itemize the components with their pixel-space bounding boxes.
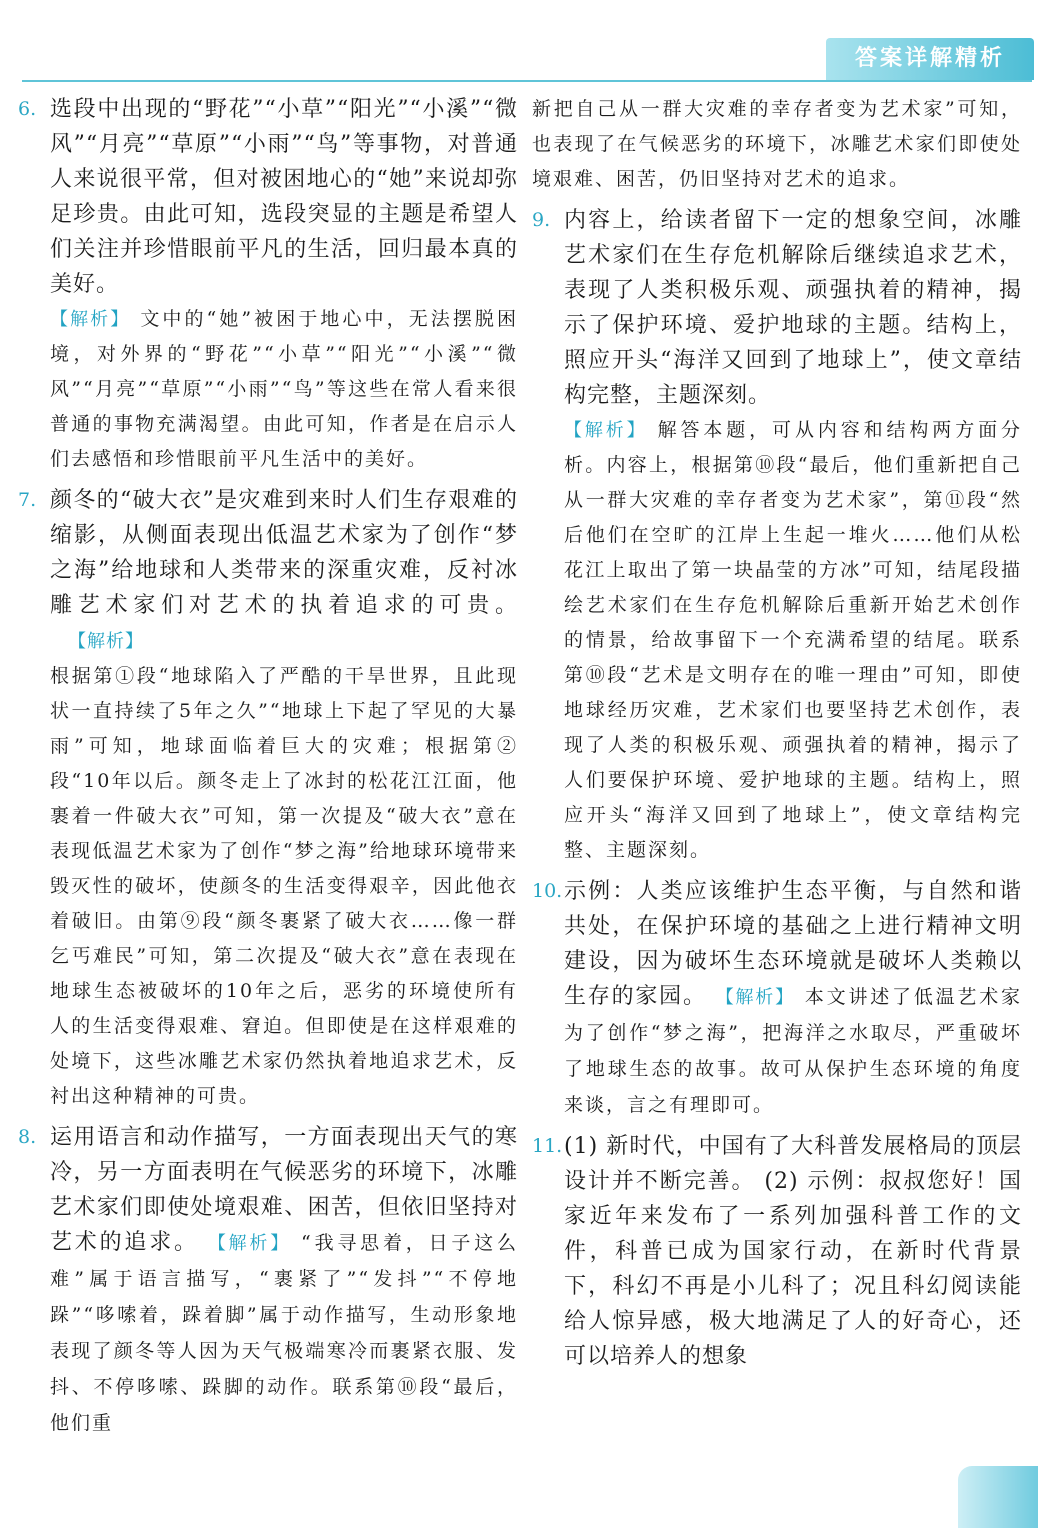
header-divider [22, 80, 1032, 82]
section-header-tab: 答案详解精析 [826, 38, 1034, 80]
analysis-tag: 【解析】 [216, 1233, 292, 1254]
explanation-text: 本文讲述了低温艺术家为了创作“梦之海”，把海洋之水取尽，严重破坏了地球生态的故事。故可从保护生态环境的角度来谈，言之有理即可。 [564, 986, 1022, 1116]
question-8 [18, 1120, 518, 1441]
explanation-text: 解答本题，可从内容和结构两方面分析。内容上，根据第⑩段“最后，他们重新把自己从一群大灾难的幸存者变为艺术家”，第⑪段“然后他们在空旷的江岸上生起一堆火……他们从松花江上取出了第一块晶莹的方冰”可知，结尾段描绘艺术家们在生存危机解除后重新开始艺术创作的情景，给故事留下一个充满希望的结尾。联系第⑩段“艺术是文明存在的唯一理由”可知，即使地球经历灾难，艺术家们也要坚持艺术创作，表现了人类的积极乐观、顽强执着的精神，揭示了人们要保护环境、爱护地球的主题。结构上，照应开头“海洋又回到了地球上”，使文章结构完整、主题深刻。 [564, 419, 1022, 861]
explanation-text: “我寻思着，日子这么难”属于语言描写，“裹紧了”“发抖”“不停地跺”“哆嗦着，跺着脚”属于动作描写，生动形象地表现了颜冬等人因为天气极端寒冷而裹紧衣服、发抖、不停哆嗦、跺脚的动作。联系第⑩段“最后，他们重 [50, 1232, 518, 1434]
question-7 [18, 483, 518, 1114]
answer-text: (1) 新时代，中国有了大科普发展格局的顶层设计并不断完善。 (2) 示例：叔叔您好！国家近年来发布了一系列加强科普工作的文件，科普已成为国家行动，在新时代背景下，科幻不再是小儿科了；况且科幻阅读能给人惊异感，极大地满足了人的好奇心，还可以培养人的想象 [564, 1134, 1022, 1369]
answer-text [50, 483, 518, 659]
answer-main: 运用语言和动作描写，一方面表现出天气的寒冷，另一方面表明在气候恶劣的环境下，冰雕艺术家们即使处境艰难、困苦，但依旧坚持对艺术的追求。 [50, 1125, 518, 1255]
question-number: 8. [18, 1126, 37, 1148]
question-11 [532, 1129, 1022, 1374]
right-column [532, 92, 1022, 1374]
explanation [50, 302, 518, 477]
question-6 [18, 92, 518, 477]
page-corner-decoration [958, 1466, 1038, 1528]
answer-text: 选段中出现的“野花”“小草”“阳光”“小溪”“微风”“月亮”“草原”“小雨”“鸟”等事物，对普通人来说很平常，但对被困地心的“她”来说却弥足珍贵。由此可知，选段突显的主题是希望人们关注并珍惜眼前平凡的生活，回归最本真的美好。 [50, 97, 518, 297]
question-number: 7. [18, 489, 37, 511]
question-number: 10. [532, 880, 563, 902]
answer-text: 内容上，给读者留下一定的想象空间，冰雕艺术家们在生存危机解除后继续追求艺术，表现了人类积极乐观、顽强执着的精神，揭示了保护环境、爱护地球的主题。结构上，照应开头“海洋又回到了地球上”，使文章结构完整，主题深刻。 [564, 208, 1022, 408]
question-8-continued: 新把自己从一群大灾难的幸存者变为艺术家”可知，也表现了在气候恶劣的环境下，冰雕艺术家们即使处境艰难、困苦，仍旧坚持对艺术的追求。 [532, 98, 1022, 190]
analysis-tag: 【解析】 [50, 309, 131, 330]
question-10 [532, 874, 1022, 1123]
analysis-tag: 【解析】 [68, 631, 144, 652]
explanation [564, 413, 1022, 868]
analysis-tag: 【解析】 [564, 420, 648, 441]
explanation-text: 文中的“她”被困于地心中，无法摆脱困境，对外界的“野花”“小草”“阳光”“小溪”“微风”“月亮”“草原”“小雨”“鸟”等这些在常人看来很普通的事物充满渴望。由此可知，作者是在启示人们去感悟和珍惜眼前平凡生活中的美好。 [50, 308, 519, 470]
answer-text [564, 874, 1022, 1123]
answer-main: 颜冬的“破大衣”是灾难到来时人们生存艰难的缩影，从侧面表现出低温艺术家为了创作“梦之海”给地球和人类带来的深重灾难，反衬冰雕艺术家们对艺术的执着追求的可贵。 [50, 488, 518, 618]
analysis-tag: 【解析】 [724, 987, 795, 1008]
answer-text [50, 1120, 518, 1441]
explanation-text: 根据第①段“地球陷入了严酷的干旱世界，且此现状一直持续了5年之久”“地球上下起了罕见的大暴雨”可知，地球面临着巨大的灾难；根据第②段“10年以后。颜冬走上了冰封的松花江江面，他裹着一件破大衣”可知，第一次提及“破大衣”意在表现低温艺术家为了创作“梦之海”给地球环境带来毁灭性的破坏，使颜冬的生活变得艰辛，因此他衣着破旧。由第⑨段“颜冬裹紧了破大衣……像一群乞丐难民”可知，第二次提及“破大衣”意在表现在地球生态被破坏的10年之后，恶劣的环境使所有人的生活变得艰难、窘迫。但即使是在这样艰难的处境下，这些冰雕艺术家仍然执着地追求艺术，反衬出这种精神的可贵。 [50, 665, 518, 1107]
answer-main: 示例：人类应该维护生态平衡，与自然和谐共处，在保护环境的基础之上进行精神文明建设，因为破坏生态环境就是破坏人类赖以生存的家园。 [564, 879, 1022, 1009]
question-number: 6. [18, 98, 37, 120]
question-number: 9. [532, 209, 551, 231]
question-number: 11. [532, 1135, 563, 1157]
left-column [18, 92, 518, 1441]
question-9 [532, 203, 1022, 868]
